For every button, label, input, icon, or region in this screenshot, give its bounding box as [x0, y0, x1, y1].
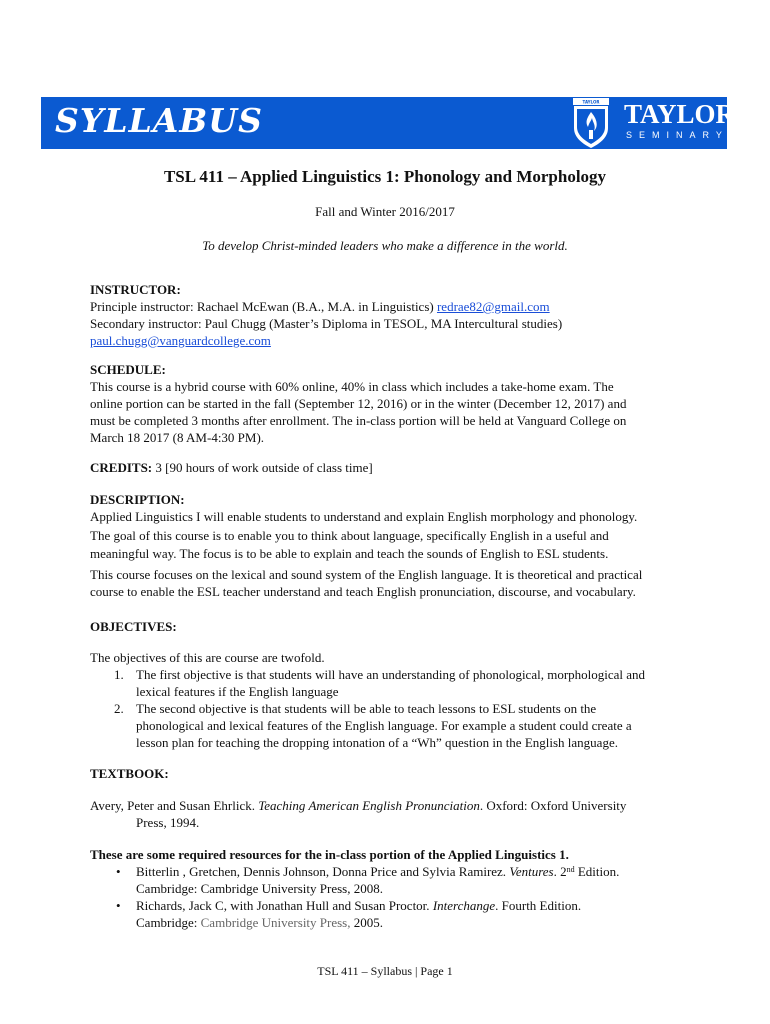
principle-instructor	[90, 298, 690, 315]
list-item	[90, 897, 690, 931]
list-item	[90, 666, 690, 700]
banner-title: SYLLABUS	[55, 101, 263, 140]
secondary-instructor: Secondary instructor: Paul Chugg (Master’s Diploma in TESOL, MA Intercultural studies)	[90, 316, 563, 331]
description-line: course to enable the ESL teacher understand and teach English pronunciation, discourse, and vocabulary.	[90, 583, 636, 599]
resource-publisher-city: Cambridge:	[136, 915, 201, 930]
resources-heading: These are some required resources for the in-class portion of the Applied Linguistics 1.	[90, 847, 569, 862]
resource-edition: Edition.	[574, 864, 620, 879]
list-line: The second objective is that students will be able to teach lessons to ESL students on the	[136, 701, 597, 716]
schedule-section	[90, 361, 690, 446]
textbook-section	[90, 765, 690, 831]
description-line: meaningful way. The focus is to be able to explain and teach the sounds of English to ESL students.	[90, 546, 609, 561]
description-line: This course focuses on the lexical and sound system of the English language. It is theoretical and practical	[90, 566, 643, 582]
list-item	[90, 863, 690, 897]
bullet-icon: •	[116, 864, 121, 879]
textbook-heading: TEXTBOOK:	[90, 766, 169, 781]
course-motto: To develop Christ-minded leaders who make a difference in the world.	[202, 238, 568, 253]
credits-text: 3 [90 hours of work outside of class time]	[152, 460, 373, 475]
principle-instructor-text: Principle instructor: Rachael McEwan (B.A., M.A. in Linguistics)	[90, 299, 437, 314]
instructor-section	[90, 281, 690, 349]
resource-publisher-year: 2005.	[350, 915, 383, 930]
list-line: lesson plan for teaching the dropping intonation of a “Wh” question in the English language.	[136, 735, 618, 750]
schedule-line: March 18 2017 (8 AM-4:30 PM).	[90, 430, 265, 445]
course-term: Fall and Winter 2016/2017	[315, 204, 455, 219]
principle-email-link[interactable]: redrae82@gmail.com	[436, 299, 550, 314]
bullet-icon: •	[116, 898, 121, 913]
list-line: The first objective is that students will have an understanding of phonological, morphological and	[136, 667, 646, 682]
resource-publisher: Cambridge: Cambridge University Press, 2008.	[136, 881, 383, 896]
resource-title: Interchange	[432, 898, 496, 913]
list-line: phonological and lexical features of the English language. For example a student could create a	[136, 718, 632, 733]
credits-heading: CREDITS:	[90, 460, 153, 475]
schedule-heading: SCHEDULE:	[90, 362, 166, 377]
resource-title: Ventures	[509, 864, 554, 879]
brand-subtitle: SEMINARY	[626, 130, 729, 140]
textbook-publisher: . Oxford: Oxford University	[479, 798, 627, 813]
description-section	[90, 491, 690, 600]
resource-publisher	[136, 914, 690, 931]
description-heading: DESCRIPTION:	[90, 492, 185, 507]
list-number: 2.	[114, 701, 124, 716]
header-banner	[41, 97, 736, 149]
resource-detail: . 2	[553, 864, 567, 879]
resource-detail: . Fourth Edition.	[495, 898, 582, 913]
textbook-title: Teaching American English Pronunciation	[258, 798, 480, 813]
textbook-publisher-line: Press, 1994.	[136, 815, 200, 830]
resource-publisher-name: Cambridge University Press,	[200, 915, 351, 930]
list-item	[90, 700, 690, 751]
crest-lettering: TAYLOR	[582, 99, 600, 105]
schedule-line: online portion can be started in the fall (September 12, 2016) or in the winter (December 12, 2017) and	[90, 396, 627, 411]
page-footer: TSL 411 – Syllabus | Page 1	[317, 964, 453, 978]
resource-authors: Bitterlin , Gretchen, Dennis Johnson, Donna Price and Sylvia Ramirez.	[136, 864, 510, 879]
course-title: TSL 411 – Applied Linguistics 1: Phonology and Morphology	[163, 167, 607, 186]
list-line: lexical features if the English language	[136, 684, 339, 699]
credits-section	[90, 459, 690, 476]
objectives-section	[90, 618, 690, 751]
objectives-heading: OBJECTIVES:	[90, 619, 177, 634]
list-number: 1.	[114, 667, 124, 682]
seminary-crest-icon	[571, 96, 611, 150]
secondary-email-link[interactable]: paul.chugg@vanguardcollege.com	[90, 333, 271, 348]
instructor-heading: INSTRUCTOR:	[90, 282, 181, 297]
objectives-intro: The objectives of this are course are twofold.	[90, 650, 325, 665]
objectives-list	[90, 666, 690, 751]
schedule-line: This course is a hybrid course with 60% online, 40% in class which includes a take-home exam. The	[90, 379, 614, 394]
resource-authors: Richards, Jack C, with Jonathan Hull and Susan Proctor.	[136, 898, 433, 913]
resources-section	[90, 846, 690, 931]
description-line: The goal of this course is to enable you to think about language, specifically English in a useful and	[90, 527, 609, 543]
resource-sup: nd	[566, 865, 575, 874]
textbook-authors: Avery, Peter and Susan Ehrlick.	[90, 798, 259, 813]
schedule-line: must be completed 3 months after enrollment. The in-class portion will be held at Vanguard College on	[90, 413, 627, 428]
description-line: Applied Linguistics I will enable students to understand and explain English morphology and phonology.	[90, 509, 638, 524]
textbook-citation	[90, 797, 690, 814]
brand-name: TAYLOR	[624, 99, 736, 129]
brand-logo	[624, 100, 735, 142]
